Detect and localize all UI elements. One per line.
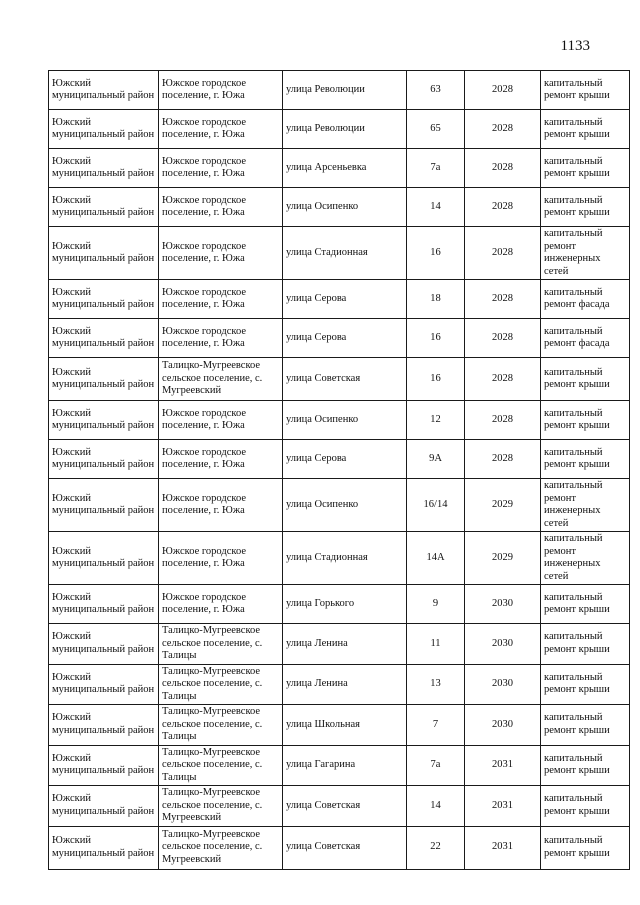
work-type-cell: капитальный ремонт крыши (541, 745, 630, 786)
district-cell: Южский муниципальный район (49, 585, 159, 624)
house-number-cell: 7а (407, 745, 465, 786)
street-cell: улица Стадионная (283, 227, 407, 280)
table-row (49, 110, 630, 149)
house-number-cell: 9А (407, 440, 465, 479)
house-number-cell: 12 (407, 401, 465, 440)
house-number-cell: 14А (407, 532, 465, 585)
settlement-cell: Южское городское поселение, г. Южа (159, 532, 283, 585)
settlement-cell: Талицко-Мугреевское сельское поселение, с. Талицы (159, 624, 283, 665)
district-cell: Южский муниципальный район (49, 319, 159, 358)
district-cell: Южский муниципальный район (49, 745, 159, 786)
year-cell: 2029 (465, 479, 541, 532)
settlement-cell: Южское городское поселение, г. Южа (159, 280, 283, 319)
street-cell: улица Серова (283, 280, 407, 319)
street-cell: улица Осипенко (283, 188, 407, 227)
year-cell: 2030 (465, 705, 541, 746)
year-cell: 2030 (465, 624, 541, 665)
year-cell: 2028 (465, 401, 541, 440)
work-type-cell: капитальный ремонт крыши (541, 71, 630, 110)
district-cell: Южский муниципальный район (49, 71, 159, 110)
district-cell: Южский муниципальный район (49, 401, 159, 440)
house-number-cell: 13 (407, 664, 465, 705)
work-type-cell: капитальный ремонт крыши (541, 624, 630, 665)
district-cell: Южский муниципальный район (49, 358, 159, 401)
year-cell: 2029 (465, 532, 541, 585)
work-type-cell: капитальный ремонт крыши (541, 585, 630, 624)
district-cell: Южский муниципальный район (49, 440, 159, 479)
house-number-cell: 18 (407, 280, 465, 319)
table-row (49, 280, 630, 319)
table-row (49, 826, 630, 869)
street-cell: улица Советская (283, 786, 407, 827)
year-cell: 2028 (465, 188, 541, 227)
table-row (49, 745, 630, 786)
settlement-cell: Южское городское поселение, г. Южа (159, 479, 283, 532)
work-type-cell: капитальный ремонт крыши (541, 149, 630, 188)
work-type-cell: капитальный ремонт крыши (541, 110, 630, 149)
table-row (49, 71, 630, 110)
work-type-cell: капитальный ремонт инженерных сетей (541, 479, 630, 532)
year-cell: 2031 (465, 786, 541, 827)
year-cell: 2028 (465, 319, 541, 358)
settlement-cell: Талицко-Мугреевское сельское поселение, с. Талицы (159, 664, 283, 705)
table-row (49, 319, 630, 358)
table-row (49, 358, 630, 401)
table-row (49, 664, 630, 705)
work-type-cell: капитальный ремонт крыши (541, 826, 630, 869)
year-cell: 2030 (465, 664, 541, 705)
house-number-cell: 7 (407, 705, 465, 746)
year-cell: 2028 (465, 110, 541, 149)
table-row (49, 786, 630, 827)
settlement-cell: Южское городское поселение, г. Южа (159, 71, 283, 110)
house-number-cell: 65 (407, 110, 465, 149)
house-number-cell: 16/14 (407, 479, 465, 532)
district-cell: Южский муниципальный район (49, 110, 159, 149)
work-type-cell: капитальный ремонт крыши (541, 188, 630, 227)
work-type-cell: капитальный ремонт фасада (541, 319, 630, 358)
district-cell: Южский муниципальный район (49, 705, 159, 746)
house-number-cell: 16 (407, 358, 465, 401)
house-number-cell: 14 (407, 786, 465, 827)
work-type-cell: капитальный ремонт крыши (541, 440, 630, 479)
house-number-cell: 11 (407, 624, 465, 665)
district-cell: Южский муниципальный район (49, 664, 159, 705)
work-type-cell: капитальный ремонт инженерных сетей (541, 227, 630, 280)
year-cell: 2028 (465, 358, 541, 401)
settlement-cell: Южское городское поселение, г. Южа (159, 585, 283, 624)
year-cell: 2031 (465, 826, 541, 869)
house-number-cell: 63 (407, 71, 465, 110)
table-row (49, 479, 630, 532)
work-type-cell: капитальный ремонт крыши (541, 705, 630, 746)
street-cell: улица Революции (283, 110, 407, 149)
table-row (49, 401, 630, 440)
year-cell: 2028 (465, 280, 541, 319)
settlement-cell: Южское городское поселение, г. Южа (159, 319, 283, 358)
district-cell: Южский муниципальный район (49, 624, 159, 665)
work-type-cell: капитальный ремонт фасада (541, 280, 630, 319)
year-cell: 2030 (465, 585, 541, 624)
street-cell: улица Революции (283, 71, 407, 110)
settlement-cell: Южское городское поселение, г. Южа (159, 188, 283, 227)
work-type-cell: капитальный ремонт инженерных сетей (541, 532, 630, 585)
house-number-cell: 7а (407, 149, 465, 188)
street-cell: улица Серова (283, 440, 407, 479)
district-cell: Южский муниципальный район (49, 826, 159, 869)
settlement-cell: Южское городское поселение, г. Южа (159, 401, 283, 440)
year-cell: 2028 (465, 440, 541, 479)
district-cell: Южский муниципальный район (49, 149, 159, 188)
district-cell: Южский муниципальный район (49, 227, 159, 280)
street-cell: улица Советская (283, 358, 407, 401)
street-cell: улица Советская (283, 826, 407, 869)
district-cell: Южский муниципальный район (49, 188, 159, 227)
table-row (49, 188, 630, 227)
district-cell: Южский муниципальный район (49, 479, 159, 532)
street-cell: улица Горького (283, 585, 407, 624)
table-row (49, 705, 630, 746)
table-row (49, 585, 630, 624)
year-cell: 2031 (465, 745, 541, 786)
street-cell: улица Осипенко (283, 401, 407, 440)
work-type-cell: капитальный ремонт крыши (541, 401, 630, 440)
page-number: 1133 (560, 38, 590, 54)
work-type-cell: капитальный ремонт крыши (541, 786, 630, 827)
house-number-cell: 16 (407, 227, 465, 280)
table-row (49, 624, 630, 665)
district-cell: Южский муниципальный район (49, 280, 159, 319)
street-cell: улица Осипенко (283, 479, 407, 532)
settlement-cell: Талицко-Мугреевское сельское поселение, с. Талицы (159, 705, 283, 746)
street-cell: улица Гагарина (283, 745, 407, 786)
table-row (49, 532, 630, 585)
settlement-cell: Талицко-Мугреевское сельское поселение, с. Талицы (159, 745, 283, 786)
year-cell: 2028 (465, 71, 541, 110)
table-row (49, 149, 630, 188)
street-cell: улица Ленина (283, 664, 407, 705)
house-number-cell: 9 (407, 585, 465, 624)
settlement-cell: Южское городское поселение, г. Южа (159, 110, 283, 149)
table-row (49, 440, 630, 479)
district-cell: Южский муниципальный район (49, 786, 159, 827)
street-cell: улица Арсеньевка (283, 149, 407, 188)
street-cell: улица Школьная (283, 705, 407, 746)
settlement-cell: Талицко-Мугреевское сельское поселение, с. Мугреевский (159, 826, 283, 869)
street-cell: улица Ленина (283, 624, 407, 665)
house-number-cell: 16 (407, 319, 465, 358)
work-type-cell: капитальный ремонт крыши (541, 358, 630, 401)
street-cell: улица Серова (283, 319, 407, 358)
settlement-cell: Южское городское поселение, г. Южа (159, 440, 283, 479)
repair-schedule-table (48, 70, 630, 870)
house-number-cell: 14 (407, 188, 465, 227)
year-cell: 2028 (465, 149, 541, 188)
table-row (49, 227, 630, 280)
work-type-cell: капитальный ремонт крыши (541, 664, 630, 705)
street-cell: улица Стадионная (283, 532, 407, 585)
district-cell: Южский муниципальный район (49, 532, 159, 585)
settlement-cell: Южское городское поселение, г. Южа (159, 149, 283, 188)
year-cell: 2028 (465, 227, 541, 280)
settlement-cell: Талицко-Мугреевское сельское поселение, с. Мугреевский (159, 786, 283, 827)
house-number-cell: 22 (407, 826, 465, 869)
settlement-cell: Южское городское поселение, г. Южа (159, 227, 283, 280)
settlement-cell: Талицко-Мугреевское сельское поселение, с. Мугреевский (159, 358, 283, 401)
